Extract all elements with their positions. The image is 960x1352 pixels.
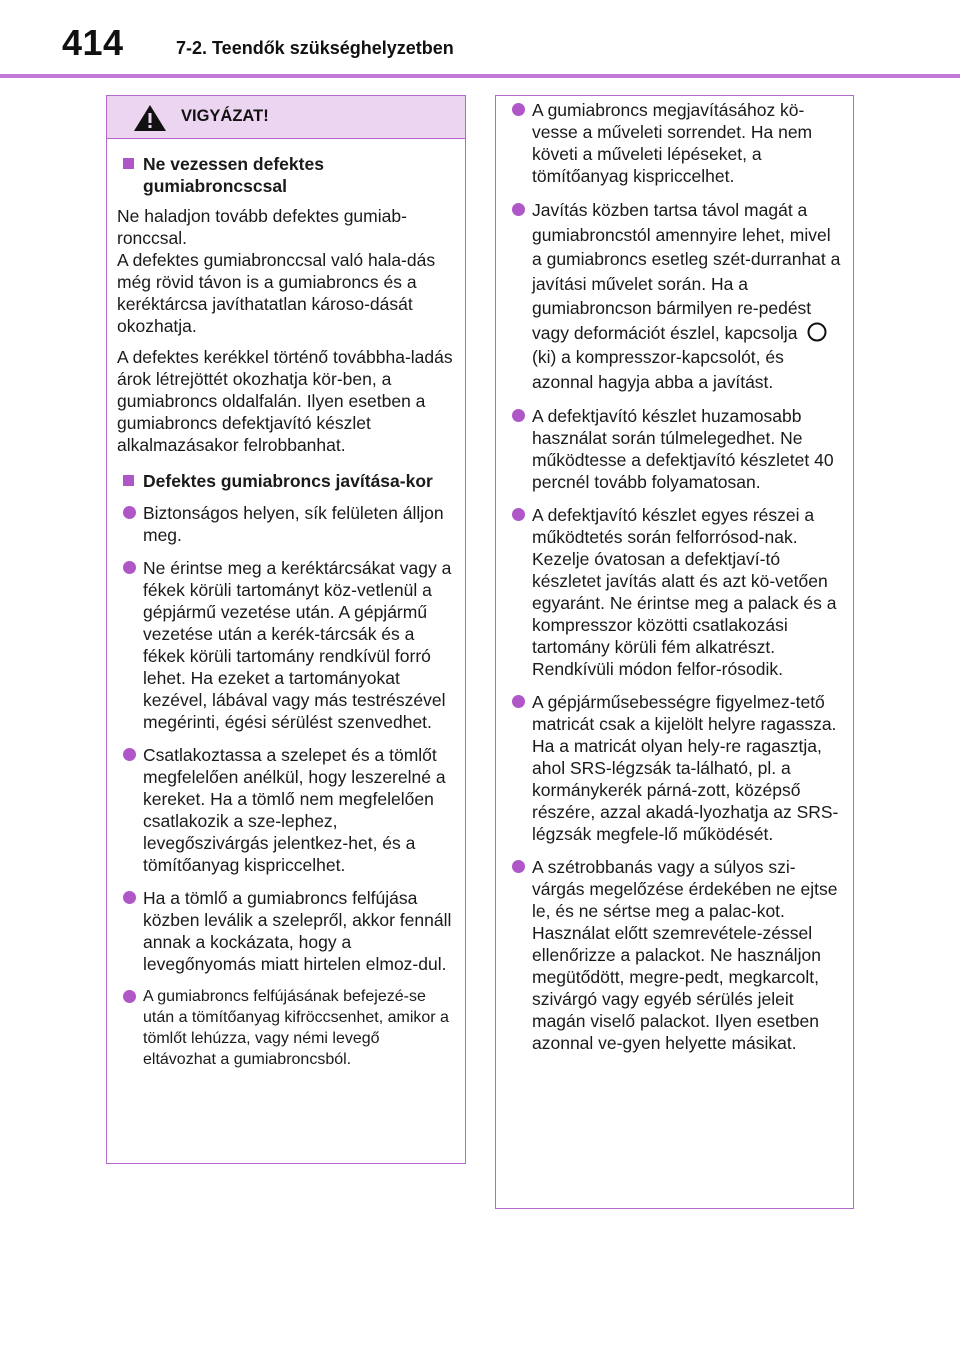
list-item: A defektjavító készlet egyes részei a működtetés során felforrósod-nak. Kezelje óvatosan a defektjaví-tó készletet javítás alatt és azt kö-vetően egyaránt. Ne érintse meg a palack és a kompresszor közötti csatlakozási tartomány körüli fém alkatrészt. Rendkívüli módon felfor-rósodik. xyxy=(506,504,841,680)
square-bullet-icon xyxy=(123,475,134,486)
list-item: A gumiabroncs megjavításához kö-vesse a műveleti sorrendet. Ha nem követi a műveleti lépéseket, a tömítőanyag kispriccelhet. xyxy=(506,99,841,187)
bullet-dot-icon xyxy=(123,506,136,519)
warning-title: VIGYÁZAT! xyxy=(181,107,269,125)
header-rule xyxy=(0,74,960,78)
subsection-title: Defektes gumiabroncs javítása-kor xyxy=(143,471,433,491)
list-item: Csatlakoztassa a szelepet és a tömlőt megfelelően anélkül, hogy leszerelné a kereket. Ha a tömlő nem megfelelően csatlakozik a sze-lephez, levegőszivárgás jelentkez-het, és a tömítőanyag kispriccelhet. xyxy=(117,744,453,876)
paragraph-line: A defektes gumiabronccsal való hala-dás még rövid távon is a gumiabroncs és a keréktárcsa javíthatatlan károso-dását okozhatja. xyxy=(117,250,436,336)
bullet-dot-icon xyxy=(512,409,525,422)
warning-box-right xyxy=(495,95,854,1209)
paragraph-line: Ne haladjon tovább defektes gumiab-ronccsal. xyxy=(117,206,407,248)
list-item xyxy=(506,198,841,394)
warning-box-left xyxy=(106,95,466,1164)
list-item: A defektjavító készlet huzamosabb használat során túlmelegedhet. Ne működtesse a defektjavító készletet 40 percnél tovább folyamatosan. xyxy=(506,405,841,493)
bullet-dot-icon xyxy=(512,203,525,216)
subsection-heading xyxy=(117,470,453,492)
page-number: 414 xyxy=(62,22,124,63)
bullet-dot-icon xyxy=(123,748,136,761)
list-item: A szétrobbanás vagy a súlyos szi-várgás megelőzése érdekében ne ejtse le, és ne sértse meg a palac-kot. Használat előtt szemrevétele-zéssel ellenőrizze a palackot. Ne használjon megütődött, megre-pedt, megkarcolt, szivárgó vagy egyéb sérülés jeleit magán viselő palackot. Ilyen esetben azonnal ve-gyen helyette másikat. xyxy=(506,856,841,1054)
subsection-heading xyxy=(117,153,453,197)
square-bullet-icon xyxy=(123,158,134,169)
bullet-dot-icon xyxy=(512,695,525,708)
list-item: Ne érintse meg a keréktárcsákat vagy a fékek körüli tartományt köz-vetlenül a gépjármű vezetése után. A gépjármű vezetése után a kerék-tárcsák és a fékek körüli tartomány rendkívül forró lehet. Ha ezeket a tartományokat kezével, lábával vagy más testrészével megérinti, égési sérülést szenvedhet. xyxy=(117,557,453,733)
bullet-dot-icon xyxy=(512,103,525,116)
power-button-icon xyxy=(806,321,828,343)
list-item: A gépjárműsebességre figyelmez-tető matricát csak a kijelölt helyre ragassza. Ha a matricát olyan hely-re ragasztja, ahol SRS-légzsák ta-lálható, pl. a kormánykerék párná-zott, középső részére, azzal akadá-lyozhatja az SRS-légzsák megfele-lő működését. xyxy=(506,691,841,845)
warning-triangle-icon xyxy=(133,104,167,132)
bullet-dot-icon xyxy=(123,891,136,904)
section-title: 7-2. Teendők szükséghelyzetben xyxy=(176,38,454,58)
warning-content-right xyxy=(496,96,853,1054)
paragraph: A defektes kerékkel történő továbbha-ladás árok létrejöttét okozhatja kör-ben, a gumiabroncs oldalfalán. Ilyen esetben a gumiabroncs defektjavító készlet alkalmazásakor felrobbanhat. xyxy=(117,347,453,455)
paragraph xyxy=(117,205,453,337)
bullet-dot-icon xyxy=(512,860,525,873)
bullet-text: (ki) a kompresszor-kapcsolót, és azonnal hagyja abba a javítást. xyxy=(532,347,784,392)
list-item: A gumiabroncs felfújásának befejezé-se után a tömítőanyag kifröccsenhet, amikor a tömlőt lehúzza, vagy némi levegő eltávozhat a gumiabroncsból. xyxy=(117,986,453,1070)
list-item: Ha a tömlő a gumiabroncs felfújása közben leválik a szelepről, akkor fennáll annak a kockázata, hogy a levegőnyomás miatt hirtelen elmoz-dul. xyxy=(117,887,453,975)
list-item: Biztonságos helyen, sík felületen álljon meg. xyxy=(117,502,453,546)
subsection-title: Ne vezessen defektes gumiabroncscsal xyxy=(143,154,324,196)
bullet-dot-icon xyxy=(123,561,136,574)
bullet-text: Javítás közben tartsa távol magát a gumiabroncstól amennyire lehet, mivel a gumiabroncs esetleg szét-durranhat a javítási művelet során. Ha a gumiabroncson bármilyen re-pedést vagy deformációt észlel, kapcsolja xyxy=(532,200,841,343)
warning-header xyxy=(107,96,465,139)
bullet-dot-icon xyxy=(123,990,136,1003)
bullet-dot-icon xyxy=(512,508,525,521)
warning-content-left xyxy=(107,139,465,1070)
